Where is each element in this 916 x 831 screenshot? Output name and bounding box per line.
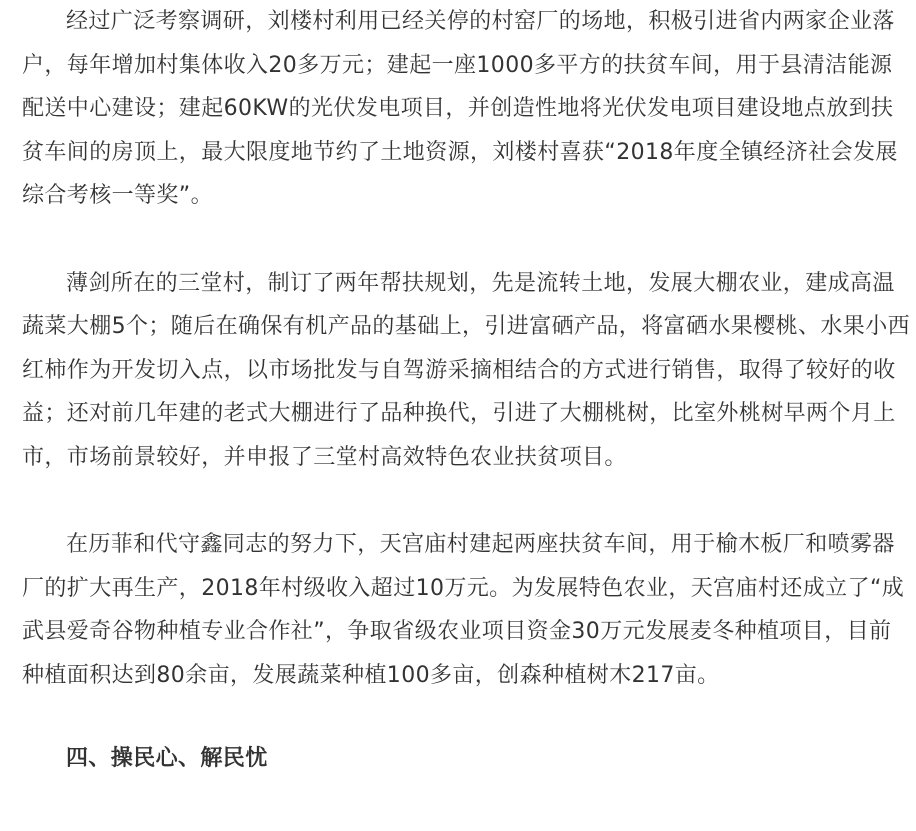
- section-heading: 四、操民心、解民忧: [66, 746, 268, 771]
- paragraph-liulou-village: 经过广泛考察调研，刘楼村利用已经关停的村窑厂的场地，积极引进省内两家企业落户，每年增加村集体收入20多万元；建起一座1000多平方的扶贫车间，用于县清洁能源配送中心建设；建起60KW的光伏发电项目，并创造性地将光伏发电项目建设地点放到扶贫车间的房顶上，最大限度地节约了土地资源，刘楼村喜获“2018年度全镇经济社会发展综合考核一等奖”。: [22, 9, 898, 208]
- paragraph-santang-village: 薄剑所在的三堂村，制订了两年帮扶规划，先是流转土地，发展大棚农业，建成高温蔬菜大棚5个；随后在确保有机产品的基础上，引进富硒产品，将富硒水果樱桃、水果小西红柿作为开发切入点，以市场批发与自驾游采摘相结合的方式进行销售，取得了较好的收益；还对前几年建的老式大棚进行了品种换代，引进了大棚桃树，比室外桃树早两个月上市，市场前景较好，并申报了三堂村高效特色农业扶贫项目。: [22, 270, 910, 470]
- article-body: [22, 0, 912, 781]
- paragraph-tiangongmiao-village: 在历菲和代守鑫同志的努力下，天宫庙村建起两座扶贫车间，用于榆木板厂和喷雾器厂的扩大再生产，2018年村级收入超过10万元。为发展特色农业，天宫庙村还成立了“成武县爱奇谷物种植专业合作社”，争取省级农业项目资金30万元发展麦冬种植项目，目前种植面积达到80余亩，发展蔬菜种植100多亩，创森种植树木217亩。: [22, 532, 905, 688]
